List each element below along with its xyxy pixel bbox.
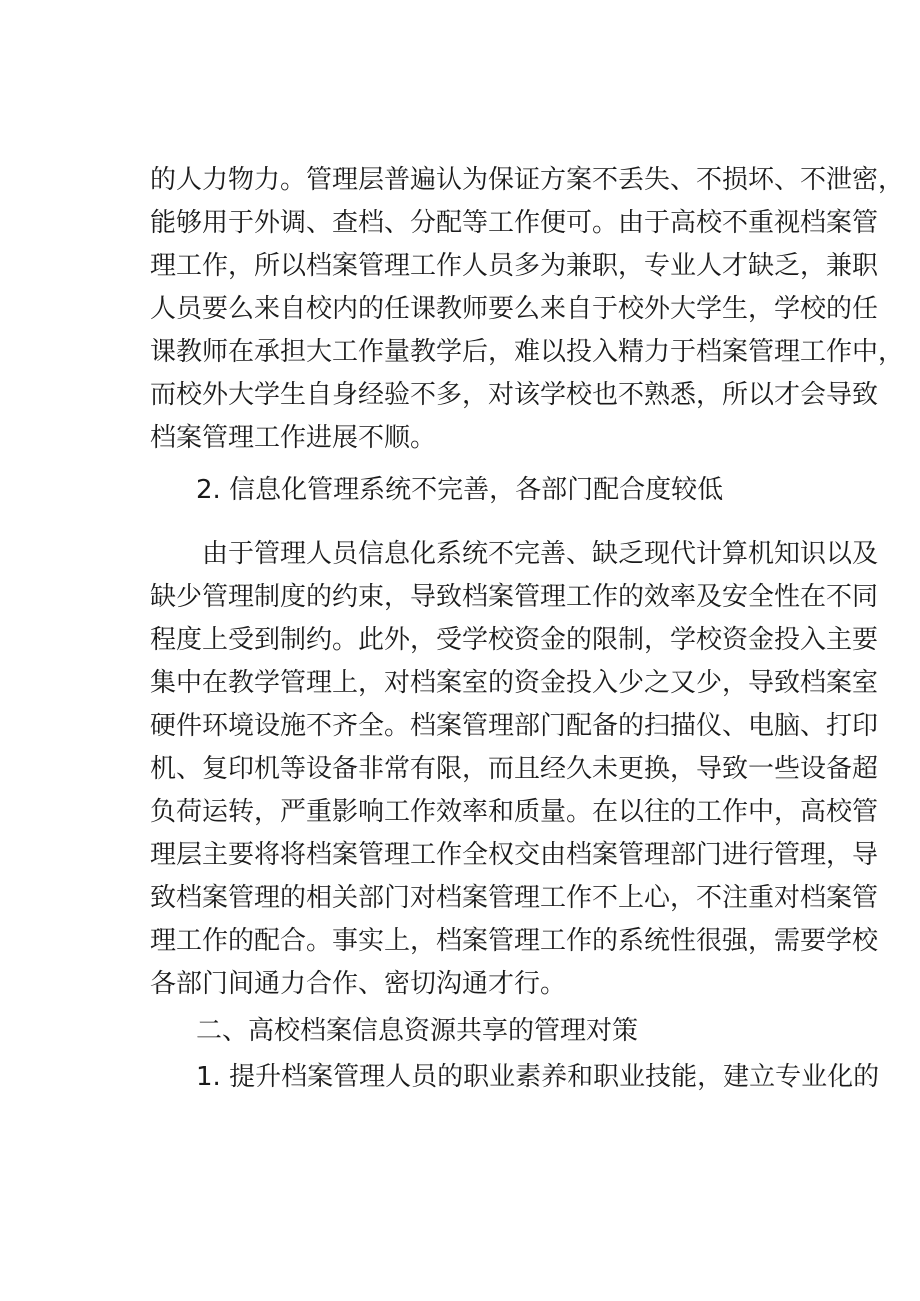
paragraph-line: 机、复印机等设备非常有限，而且经久未更换，导致一些设备超 [150, 754, 879, 784]
paragraph-line: 集中在教学管理上，对档案室的资金投入少之又少，导致档案室 [150, 668, 879, 698]
paragraph-line: 负荷运转，严重影响工作效率和质量。在以往的工作中，高校管 [150, 797, 879, 827]
paragraph-line: 各部门间通力合作、密切沟通才行。 [150, 969, 567, 999]
subheading-1: 1. 提升档案管理人员的职业素养和职业技能，建立专业化的 [196, 1062, 880, 1092]
paragraph-line: 理层主要将将档案管理工作全权交由档案管理部门进行管理，导 [150, 840, 879, 870]
paragraph-line: 课教师在承担大工作量教学后，难以投入精力于档案管理工作中， [150, 337, 905, 367]
paragraph-line: 程度上受到制约。此外，受学校资金的限制，学校资金投入主要 [150, 625, 879, 655]
paragraph-line: 理工作，所以档案管理工作人员多为兼职，专业人才缺乏，兼职 [150, 251, 879, 281]
paragraph-line: 人员要么来自校内的任课教师要么来自于校外大学生，学校的任 [150, 294, 879, 324]
paragraph-line: 档案管理工作进展不顺。 [150, 423, 437, 453]
paragraph-line: 致档案管理的相关部门对档案管理工作不上心，不注重对档案管 [150, 883, 879, 913]
subheading-2: 2. 信息化管理系统不完善，各部门配合度较低 [196, 475, 724, 505]
paragraph-line: 而校外大学生自身经验不多，对该学校也不熟悉，所以才会导致 [150, 380, 879, 410]
paragraph-line: 由于管理人员信息化系统不完善、缺乏现代计算机知识以及 [202, 539, 879, 569]
paragraph-line: 硬件环境设施不齐全。档案管理部门配备的扫描仪、电脑、打印 [150, 711, 879, 741]
paragraph-line: 的人力物力。管理层普遍认为保证方案不丢失、不损坏、不泄密， [150, 165, 905, 195]
paragraph-line: 缺少管理制度的约束，导致档案管理工作的效率及安全性在不同 [150, 582, 879, 612]
paragraph-line: 理工作的配合。事实上，档案管理工作的系统性很强，需要学校 [150, 926, 879, 956]
paragraph-line: 能够用于外调、查档、分配等工作便可。由于高校不重视档案管 [150, 208, 879, 238]
section-title: 二、高校档案信息资源共享的管理对策 [196, 1016, 639, 1046]
